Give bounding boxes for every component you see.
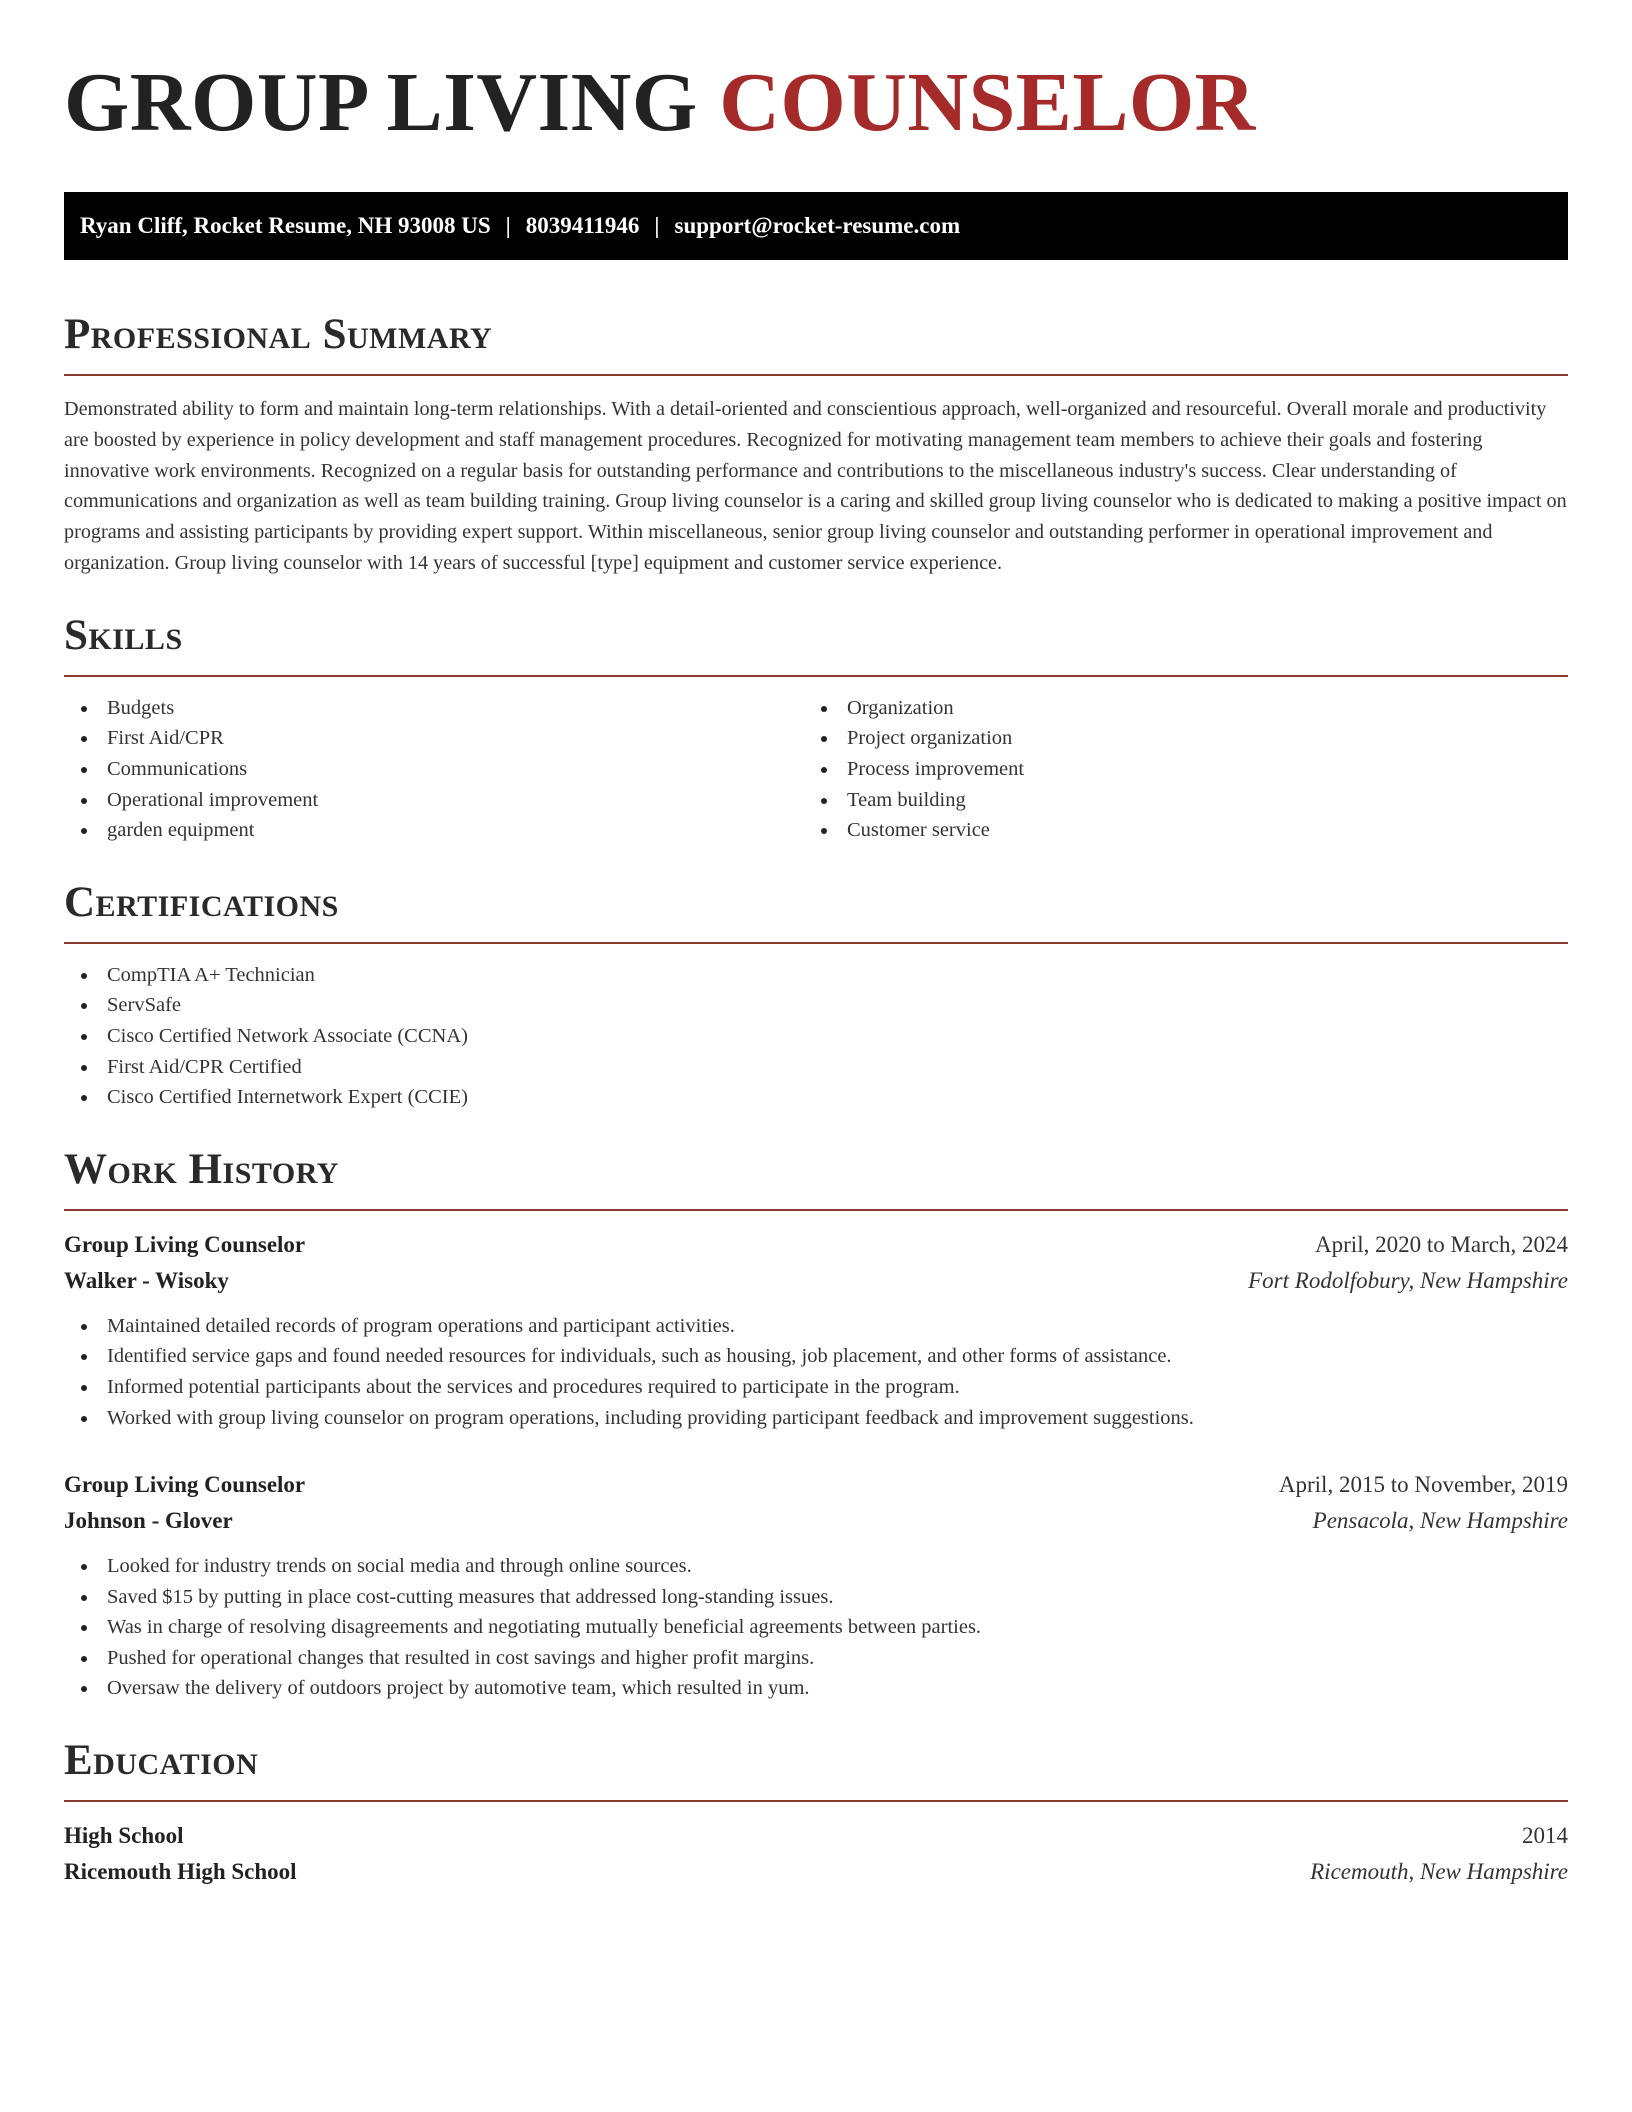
job-title: Group Living Counselor bbox=[64, 1472, 306, 1498]
skill-item: Customer service bbox=[804, 815, 1544, 846]
job-company-row bbox=[64, 1263, 1568, 1299]
job-header-row bbox=[64, 1467, 1568, 1503]
skills-heading: Skills bbox=[64, 611, 183, 659]
summary-section bbox=[64, 310, 1568, 579]
contact-phone: 8039411946 bbox=[525, 213, 640, 238]
contact-bar bbox=[64, 192, 1568, 260]
skill-item: First Aid/CPR bbox=[64, 723, 804, 754]
certification-item: Cisco Certified Network Associate (CCNA) bbox=[64, 1021, 1568, 1052]
job-entry bbox=[64, 1467, 1568, 1704]
job-bullets bbox=[64, 1551, 1568, 1704]
job-bullet: Worked with group living counselor on program operations, including providing participant feedback and improvement suggestions. bbox=[64, 1403, 1568, 1434]
education-school-row bbox=[64, 1854, 1568, 1890]
skills-list-left bbox=[64, 693, 804, 846]
job-location: Pensacola, New Hampshire bbox=[1312, 1508, 1568, 1534]
job-bullet: Looked for industry trends on social media and through online sources. bbox=[64, 1551, 1568, 1582]
summary-heading: Professional Summary bbox=[64, 311, 493, 358]
work-history-heading: Work History bbox=[64, 1145, 339, 1193]
title-accent: COUNSELOR bbox=[719, 56, 1256, 149]
job-bullet: Saved $15 by putting in place cost-cutting measures that addressed long-standing issues. bbox=[64, 1582, 1568, 1613]
job-company: Walker - Wisoky bbox=[64, 1267, 229, 1293]
job-bullets bbox=[64, 1311, 1568, 1433]
skills-grid bbox=[64, 693, 1568, 846]
education-degree-row bbox=[64, 1818, 1568, 1854]
job-header-row bbox=[64, 1227, 1568, 1263]
skill-item: Process improvement bbox=[804, 754, 1544, 785]
education-section bbox=[64, 1736, 1568, 1890]
job-entry bbox=[64, 1227, 1568, 1433]
job-bullet: Identified service gaps and found needed resources for individuals, such as housing, job placement, and other forms of assistance. bbox=[64, 1341, 1568, 1372]
title-main: GROUP LIVING bbox=[64, 56, 698, 149]
section-divider bbox=[64, 1209, 1568, 1211]
resume-title bbox=[64, 58, 1568, 148]
work-history-section bbox=[64, 1145, 1568, 1704]
section-divider bbox=[64, 675, 1568, 677]
job-dates: April, 2020 to March, 2024 bbox=[1315, 1231, 1568, 1257]
section-divider bbox=[64, 374, 1568, 376]
skill-item: Team building bbox=[804, 785, 1544, 816]
contact-separator: | bbox=[654, 213, 660, 238]
skills-section bbox=[64, 611, 1568, 846]
job-bullet: Pushed for operational changes that resulted in cost savings and higher profit margins. bbox=[64, 1643, 1568, 1674]
contact-name-address: Ryan Cliff, Rocket Resume, NH 93008 US bbox=[80, 213, 491, 238]
certification-item: CompTIA A+ Technician bbox=[64, 960, 1568, 991]
job-bullet: Informed potential participants about the services and procedures required to participate in the program. bbox=[64, 1372, 1568, 1403]
summary-text: Demonstrated ability to form and maintain long-term relationships. With a detail-oriented and conscientious approach, well-organized and resourceful. Overall morale and productivity are boosted by experience in policy development and staff management procedures. Recognized for motivating management team members to achieve their goals and fostering innovative work environments. Recognized on a regular basis for outstanding performance and contributions to the miscellaneous industry's success. Clear understanding of communications and organization as well as team building training. Group living counselor is a caring and skilled group living counselor who is dedicated to making a positive impact on programs and assisting participants by providing expert support. Within miscellaneous, senior group living counselor and outstanding performer in operational improvement and organization. Group living counselor with 14 years of successful [type] equipment and customer service experience. bbox=[64, 398, 1567, 574]
education-degree: High School bbox=[64, 1823, 184, 1849]
contact-email: support@rocket-resume.com bbox=[674, 213, 961, 238]
contact-separator: | bbox=[505, 213, 511, 238]
job-company: Johnson - Glover bbox=[64, 1508, 233, 1534]
skill-item: Organization bbox=[804, 693, 1544, 724]
certifications-list bbox=[64, 960, 1568, 1113]
skill-item: Budgets bbox=[64, 693, 804, 724]
certification-item: Cisco Certified Internetwork Expert (CCIE) bbox=[64, 1082, 1568, 1113]
education-entry bbox=[64, 1818, 1568, 1890]
section-divider bbox=[64, 1800, 1568, 1802]
certification-item: First Aid/CPR Certified bbox=[64, 1052, 1568, 1083]
education-school: Ricemouth High School bbox=[64, 1859, 297, 1885]
section-divider bbox=[64, 942, 1568, 944]
job-bullet: Maintained detailed records of program operations and participant activities. bbox=[64, 1311, 1568, 1342]
job-bullet: Was in charge of resolving disagreements and negotiating mutually beneficial agreements between parties. bbox=[64, 1612, 1568, 1643]
skills-list-right bbox=[804, 693, 1544, 846]
skill-item: Operational improvement bbox=[64, 785, 804, 816]
job-location: Fort Rodolfobury, New Hampshire bbox=[1248, 1267, 1568, 1293]
education-heading: Education bbox=[64, 1737, 259, 1785]
certifications-section bbox=[64, 878, 1568, 1113]
job-dates: April, 2015 to November, 2019 bbox=[1278, 1472, 1568, 1498]
education-year: 2014 bbox=[1522, 1823, 1568, 1849]
job-company-row bbox=[64, 1503, 1568, 1539]
skill-item: garden equipment bbox=[64, 815, 804, 846]
job-bullet: Oversaw the delivery of outdoors project by automotive team, which resulted in yum. bbox=[64, 1673, 1568, 1704]
certification-item: ServSafe bbox=[64, 990, 1568, 1021]
skill-item: Communications bbox=[64, 754, 804, 785]
skill-item: Project organization bbox=[804, 723, 1544, 754]
certifications-heading: Certifications bbox=[64, 878, 339, 926]
education-location: Ricemouth, New Hampshire bbox=[1310, 1859, 1568, 1885]
job-title: Group Living Counselor bbox=[64, 1231, 306, 1257]
